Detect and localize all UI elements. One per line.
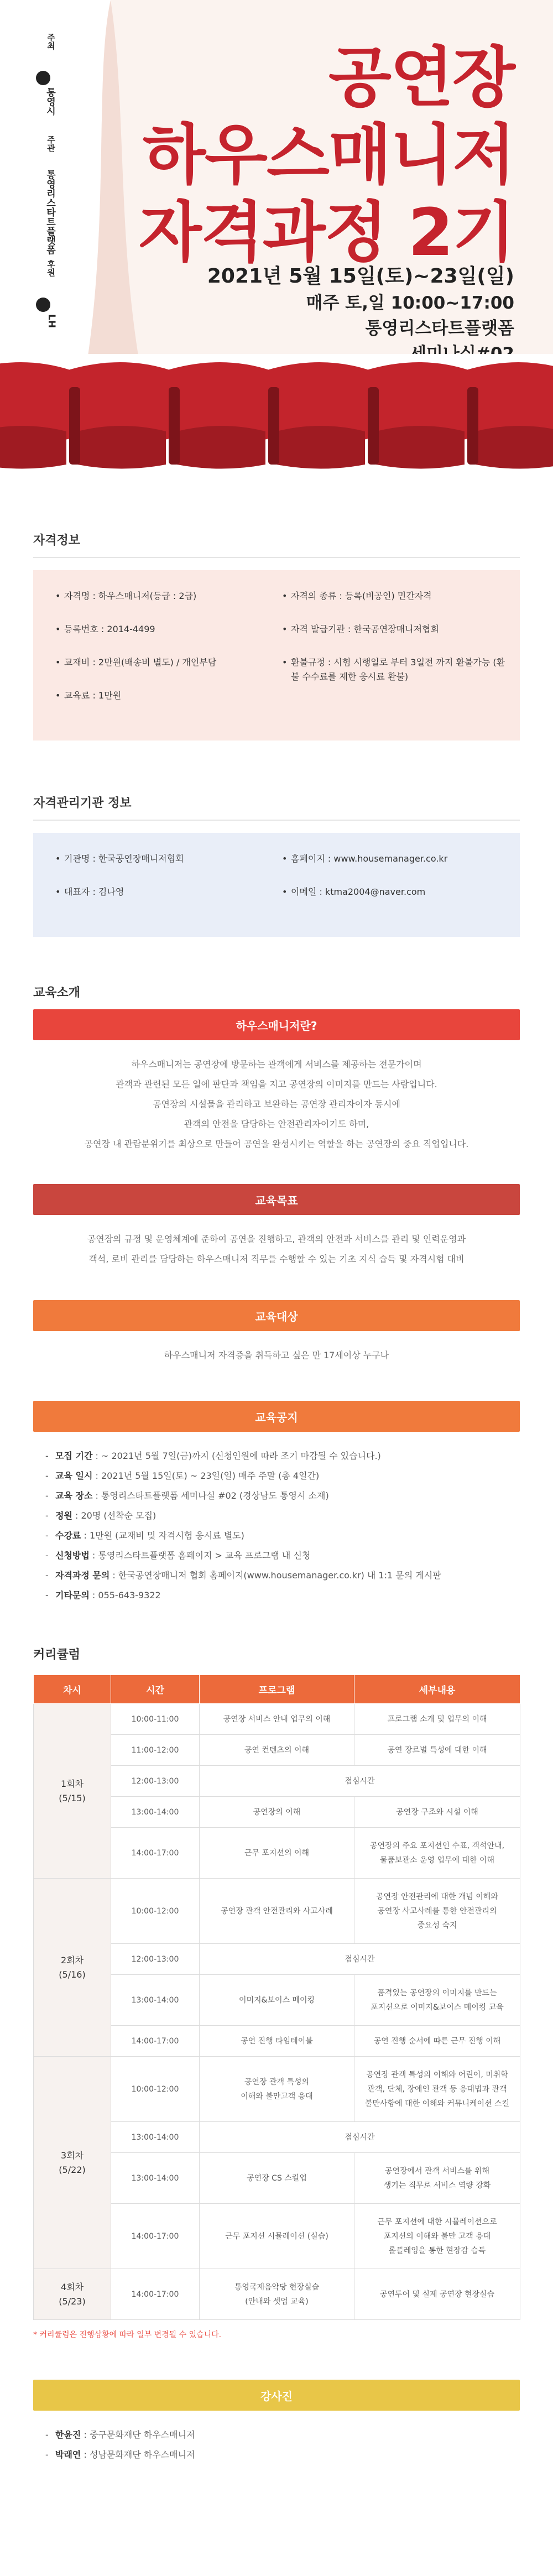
list-item-text: 교육료 : 1만원 (64, 690, 122, 701)
session-cell: 2회차 (5/16) (34, 1879, 111, 2057)
list-item-text: 환불규정 : 시험 시행일로 부터 3일전 까지 환불가능 (환불 수수료를 제한 응시료 환불) (291, 657, 505, 682)
lecturer-role: : 성남문화재단 하우스매니저 (81, 2449, 195, 2460)
detail-cell: 공연장 관객 특성의 이해와 어린이, 미취학 관객, 단체, 장애인 관객 등 응대법과 관객 불만사항에 대한 이해와 커뮤니케이션 스킬 (354, 2057, 520, 2122)
intro-line: 관객과 관련된 모든 일에 판단과 책임을 지고 공연장의 이미지를 만드는 사람입니다. (116, 1079, 437, 1089)
detail-cell: 근무 포지션에 대한 시뮬레이션으로 포지션의 이해와 불만 고객 응대 롤플레잉을 통한 현장감 습득 (354, 2204, 520, 2269)
program-cell: 공연장의 이해 (200, 1797, 354, 1828)
title-line: 자격과정 2기 (138, 194, 514, 270)
program-cell: 근무 포지션의 이해 (200, 1828, 354, 1879)
time-cell: 12:00-13:00 (111, 1944, 200, 1975)
list-item: • 교육료 : 1만원 (55, 689, 271, 722)
curriculum-section (0, 1645, 553, 2340)
detail-cell: 공연 장르별 특성에 대한 이해 (354, 1735, 520, 1766)
lecturer-bar: 강사진 (33, 2380, 520, 2411)
notice-key: 기타문의 (55, 1590, 90, 1600)
time-cell: 13:00-14:00 (111, 2153, 200, 2204)
title-line: 공연장 (328, 39, 514, 116)
theater-seats-illustration (0, 354, 553, 476)
notice-item: - 자격과정 문의 : 한국공연장매니저 협회 홈페이지(www.housemanager.co.kr) 내 1:1 문의 게시판 (45, 1570, 441, 1581)
divider (33, 557, 520, 558)
sponsor-supporter-name: LH (46, 314, 57, 328)
detail-cell: 공연 진행 순서에 따른 근무 진행 이해 (354, 2026, 520, 2057)
notice-item: - 모집 기간 : ~ 2021년 5월 7일(금)까지 (신청인원에 따라 조기 마감될 수 있습니다.) (45, 1451, 381, 1461)
sponsor-host-label: 주최 (46, 33, 56, 50)
time-cell: 10:00-12:00 (111, 2057, 200, 2122)
list-item: • 등록번호 : 2014-4499 (55, 622, 271, 655)
list-item: • 이메일 : ktma2004@naver.com (282, 885, 509, 918)
hero-poster (0, 0, 553, 476)
lecturer-item: - 한윤진 : 중구문화재단 하우스매니저 (45, 2429, 195, 2440)
session-cell: 3회차 (5/22) (34, 2057, 111, 2269)
column-header: 프로그램 (200, 1675, 354, 1704)
list-item-text: 자격 발급기관 : 한국공연장매니저협회 (291, 624, 439, 634)
list-item: • 기관명 : 한국공연장매니저협회 (55, 852, 271, 885)
list-item-text: 대표자 : 김나영 (64, 887, 124, 897)
list-item: • 홈페이지 : www.housemanager.co.kr (282, 852, 509, 885)
list-item-text: 교재비 : 2만원(배송비 별도) / 개인부담 (64, 657, 217, 668)
list-item: • 자격명 : 하우스매니저(등급 : 2급) (55, 589, 271, 622)
intro-bar: 하우스매니저란? (33, 1009, 520, 1040)
event-time: 매주 토,일 10:00~17:00 (306, 293, 514, 313)
notice-key: 교육 장소 (55, 1490, 93, 1501)
notice-key: 수강료 (55, 1530, 81, 1541)
agency-box (33, 833, 520, 937)
curriculum-table (33, 1675, 520, 2320)
event-date: 2021년 5월 15일(토)~23일(일) (207, 265, 514, 288)
lecturer-name: 박래연 (55, 2449, 81, 2460)
notice-value: : 20명 (선착순 모집) (72, 1510, 156, 1521)
agency-title: 자격관리기관 정보 (33, 796, 132, 810)
session-cell: 4회차 (5/23) (34, 2269, 111, 2320)
detail-cell: 프로그램 소개 및 업무의 이해 (354, 1704, 520, 1735)
sponsor-supporter-label: 후원 (46, 260, 56, 277)
column-header: 차시 (34, 1675, 111, 1704)
lecturer-list (33, 2425, 520, 2465)
time-cell: 10:00-12:00 (111, 1879, 200, 1944)
notice-item: - 교육 장소 : 통영리스타트플랫폼 세미나실 #02 (경상남도 통영시 소재) (45, 1490, 329, 1501)
qualification-title: 자격정보 (33, 534, 81, 547)
session-cell: 1회차 (5/15) (34, 1704, 111, 1879)
program-cell: 공연장 관객 특성의 이해와 불만고객 응대 (200, 2057, 354, 2122)
event-info (207, 263, 514, 367)
target-line: 하우스매니저 자격증을 취득하고 싶은 만 17세이상 누구나 (164, 1350, 389, 1360)
goal-bar: 교육목표 (33, 1184, 520, 1215)
notice-value: : 통영리스타트플랫폼 홈페이지 > 교육 프로그램 내 신청 (89, 1550, 311, 1561)
goal-line: 공연장의 규정 및 운영체계에 준하여 공연을 진행하고, 관객의 안전과 서비스를 관리 및 인력운영과 (87, 1234, 466, 1244)
sponsor-organizer-label: 주관 (46, 135, 56, 152)
table-row (34, 1879, 520, 1944)
program-cell: 이미지&보이스 메이킹 (200, 1975, 354, 2026)
education-section (0, 983, 553, 1605)
curriculum-title: 커리큘럼 (33, 1648, 81, 1662)
notice-key: 신청방법 (55, 1550, 90, 1561)
notice-item: - 정원 : 20명 (선착순 모집) (45, 1510, 156, 1521)
divider (33, 820, 520, 821)
intro-line: 하우스매니저는 공연장에 방문하는 관객에게 서비스를 제공하는 전문가이며 (131, 1059, 422, 1070)
target-text (33, 1346, 520, 1365)
table-row (34, 1704, 520, 1735)
list-item: • 대표자 : 김나영 (55, 885, 271, 918)
lecturer-name: 한윤진 (55, 2429, 81, 2440)
list-item-text: 자격명 : 하우스매니저(등급 : 2급) (64, 591, 197, 601)
event-venue: 통영리스타트플랫폼 (365, 319, 514, 338)
intro-line: 공연장 내 관람분위기를 최상으로 만들어 공연을 완성시키는 역할을 하는 공연장의 중요 직업입니다. (84, 1139, 469, 1149)
program-cell: 근무 포지션 시뮬레이션 (실습) (200, 2204, 354, 2269)
list-item-text: 기관명 : 한국공연장매니저협회 (64, 853, 184, 864)
notice-bar: 교육공지 (33, 1401, 520, 1432)
notice-list (33, 1446, 520, 1605)
program-cell: 공연 진행 타임테이블 (200, 2026, 354, 2057)
program-cell: 통영국제음악당 현장실습 (안내와 셋업 교육) (200, 2269, 354, 2320)
list-item-text: 자격의 종류 : 등록(비공인) 민간자격 (291, 591, 432, 601)
notice-value: : 통영리스타트플랫폼 세미나실 #02 (경상남도 통영시 소재) (92, 1490, 329, 1501)
time-cell: 14:00-17:00 (111, 1828, 200, 1879)
sponsor-host-name: 통영시 (44, 87, 55, 116)
program-cell: 공연장 관객 안전관리와 사고사례 (200, 1879, 354, 1944)
notice-value: : ~ 2021년 5월 7일(금)까지 (신청인원에 따라 조기 마감될 수 있습니다.) (92, 1451, 381, 1461)
title-line: 하우스매니저 (143, 117, 514, 193)
notice-value: : 2021년 5월 15일(토) ~ 23일(일) 매주 주말 (총 4일간) (92, 1470, 320, 1481)
list-item: • 자격의 종류 : 등록(비공인) 민간자격 (282, 589, 509, 622)
detail-cell: 공연장의 주요 포지션인 수표, 객석안내, 물품보관소 운영 업무에 대한 이해 (354, 1828, 520, 1879)
notice-value: : 1만원 (교재비 및 자격시험 응시료 별도) (81, 1530, 244, 1541)
break-cell: 점심시간 (200, 2122, 520, 2153)
detail-cell: 공연투어 및 실제 공연장 현장실습 (354, 2269, 520, 2320)
email-link[interactable]: 이메일 : ktma2004@naver.com (291, 887, 426, 897)
notice-value: : 한국공연장매니저 협회 홈페이지(www.housemanager.co.kr) 내 1:1 문의 게시판 (109, 1570, 441, 1581)
detail-cell: 공연장 안전관리에 대한 개념 이해와 공연장 사고사례를 통한 안전관리의 중요성 숙지 (354, 1879, 520, 1944)
list-item: • 자격 발급기관 : 한국공연장매니저협회 (282, 622, 509, 655)
qualification-box (33, 570, 520, 741)
homepage-link[interactable]: 홈페이지 : www.housemanager.co.kr (291, 853, 448, 864)
column-header: 시간 (111, 1675, 200, 1704)
list-item: • 교재비 : 2만원(배송비 별도) / 개인부담 (55, 655, 271, 689)
intro-line: 관객의 안전을 담당하는 안전관리자이기도 하며, (184, 1119, 369, 1129)
sponsor-organizer-name: 통영리스타트플랫폼 (44, 170, 55, 254)
program-cell: 공연 컨텐츠의 이해 (200, 1735, 354, 1766)
lh-logo-icon (36, 298, 50, 312)
notice-item: - 수강료 : 1만원 (교재비 및 자격시험 응시료 별도) (45, 1530, 244, 1541)
intro-text (33, 1055, 520, 1154)
target-bar: 교육대상 (33, 1300, 520, 1331)
program-cell: 공연장 CS 스킬업 (200, 2153, 354, 2204)
sponsor-organizer (30, 135, 64, 254)
time-cell: 12:00-13:00 (111, 1766, 200, 1797)
time-cell: 14:00-17:00 (111, 2204, 200, 2269)
time-cell: 14:00-17:00 (111, 2026, 200, 2057)
tongyeong-emblem-icon (36, 71, 50, 85)
goal-line: 객석, 로비 관리를 담당하는 하우스매니저 직무를 수행할 수 있는 기초 지식 습득 및 자격시험 대비 (88, 1254, 465, 1264)
notice-key: 정원 (55, 1510, 72, 1521)
list-item-text: 등록번호 : 2014-4499 (64, 624, 155, 634)
break-cell: 점심시간 (200, 1766, 520, 1797)
time-cell: 13:00-14:00 (111, 2122, 200, 2153)
page-title (139, 39, 514, 271)
notice-item: - 교육 일시 : 2021년 5월 15일(토) ~ 23일(일) 매주 주말 (총 4일간) (45, 1470, 320, 1481)
table-row (34, 2057, 520, 2122)
time-cell: 13:00-14:00 (111, 1797, 200, 1828)
time-cell: 14:00-17:00 (111, 2269, 200, 2320)
column-header: 세부내용 (354, 1675, 520, 1704)
agency-section (0, 794, 553, 937)
time-cell: 10:00-11:00 (111, 1704, 200, 1735)
table-header-row (34, 1675, 520, 1704)
lecturer-section (0, 2380, 553, 2487)
notice-item: - 기타문의 : 055-643-9322 (45, 1590, 161, 1600)
notice-item: - 신청방법 : 통영리스타트플랫폼 홈페이지 > 교육 프로그램 내 신청 (45, 1550, 311, 1561)
education-title: 교육소개 (33, 986, 81, 1000)
lecturer-role: : 중구문화재단 하우스매니저 (81, 2429, 195, 2440)
sponsor-supporter (30, 260, 64, 328)
notice-value: : 055-643-9322 (89, 1590, 161, 1600)
list-item: • 환불규정 : 시험 시행일로 부터 3일전 까지 환불가능 (환불 수수료를 제한 응시료 환불) (282, 655, 509, 689)
detail-cell: 품격있는 공연장의 이미지를 만드는 포지션으로 이미지&보이스 메이킹 교육 (354, 1975, 520, 2026)
notice-key: 모집 기간 (55, 1451, 93, 1461)
time-cell: 13:00-14:00 (111, 1975, 200, 2026)
detail-cell: 공연장에서 관객 서비스를 위해 생기는 직무로 서비스 역량 강화 (354, 2153, 520, 2204)
break-cell: 점심시간 (200, 1944, 520, 1975)
time-cell: 11:00-12:00 (111, 1735, 200, 1766)
notice-key: 자격과정 문의 (55, 1570, 110, 1581)
detail-cell: 공연장 구조와 시설 이해 (354, 1797, 520, 1828)
curriculum-note: * 커리큘럼은 진행상황에 따라 일부 변경될 수 있습니다. (33, 2330, 222, 2339)
intro-line: 공연장의 시설물을 관리하고 보완하는 공연장 관리자이자 동시에 (153, 1099, 400, 1109)
goal-text (33, 1229, 520, 1269)
notice-key: 교육 일시 (55, 1470, 93, 1481)
qualification-section (0, 531, 553, 741)
sponsor-host (30, 33, 64, 116)
table-row (34, 2269, 520, 2320)
lecturer-item: - 박래연 : 성남문화재단 하우스매니저 (45, 2449, 195, 2460)
program-cell: 공연장 서비스 안내 업무의 이해 (200, 1704, 354, 1735)
